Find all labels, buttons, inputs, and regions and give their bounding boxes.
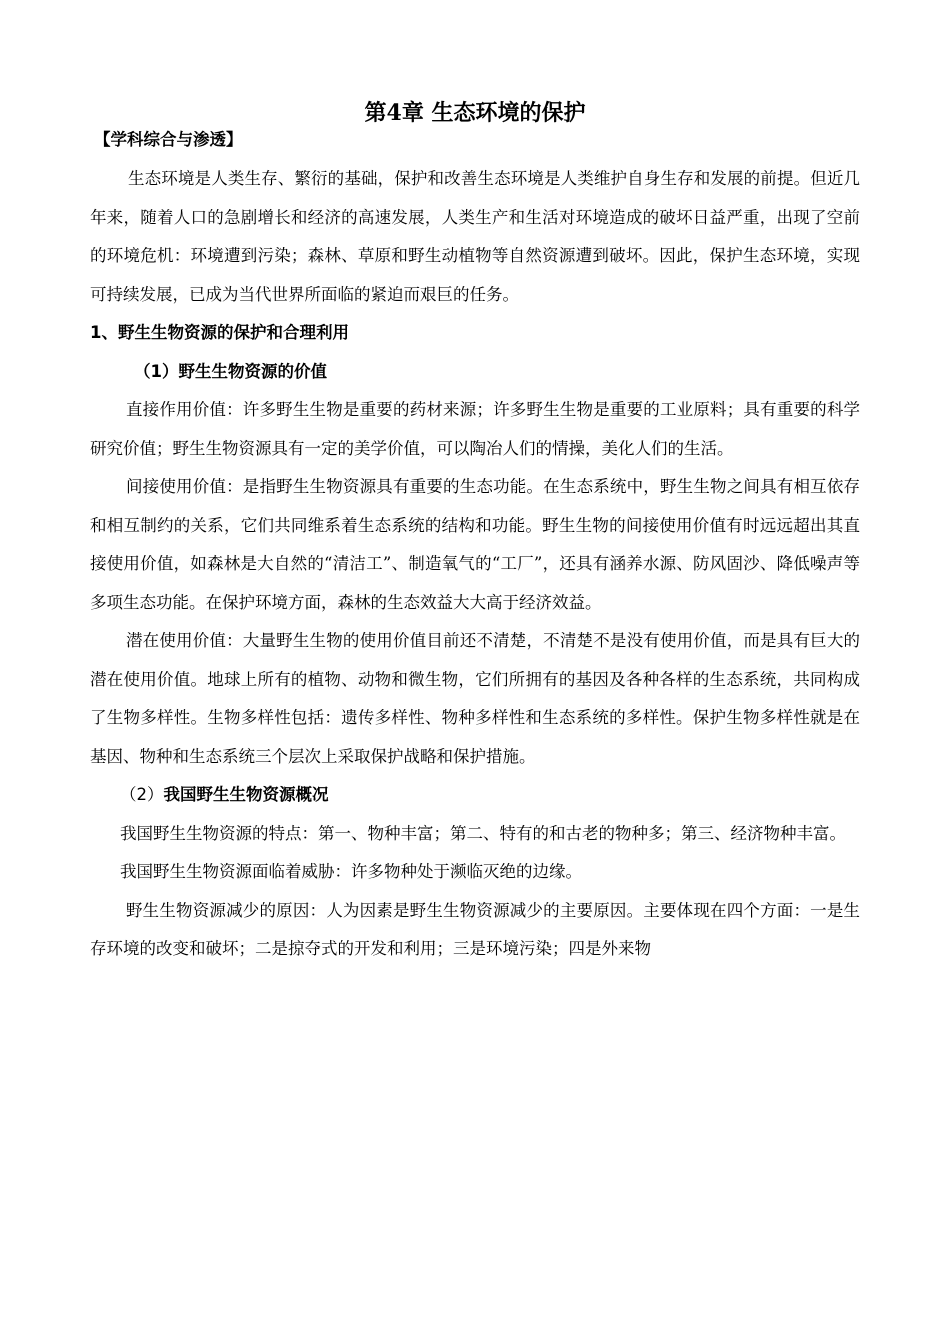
subheading-overview	[90, 776, 860, 815]
subheading-value: （1）野生生物资源的价值	[134, 361, 327, 381]
direct-value-paragraph: 直接作用价值：许多野生生物是重要的药材来源；许多野生生物是重要的工业原料；具有重要的科学研究价值；野生生物资源具有一定的美学价值，可以陶冶人们的情操，美化人们的生活。	[90, 400, 860, 458]
section-heading-1: 1、野生生物资源的保护和合理利用	[90, 323, 349, 342]
reasons-paragraph: 野生生物资源减少的原因：人为因素是野生生物资源减少的主要原因。主要体现在四个方面：一是生存环境的改变和破坏；二是掠夺式的开发和利用；三是环境污染；四是外来物	[90, 900, 860, 958]
features-paragraph: 我国野生生物资源的特点：第一、物种丰富；第二、特有的和古老的物种多；第三、经济物种丰富。	[120, 823, 846, 843]
potential-value-paragraph: 潜在使用价值：大量野生生物的使用价值目前还不清楚，不清楚不是没有使用价值，而是具有巨大的潜在使用价值。地球上所有的植物、动物和微生物，它们所拥有的基因及各种各样的生态系统，共同构成了生物多样性。生物多样性包括：遗传多样性、物种多样性和生态系统的多样性。保护生物多样性就是在基因、物种和生态系统三个层次上采取保护战略和保护措施。	[90, 631, 860, 766]
document-body	[90, 160, 860, 969]
intro-paragraph: 生态环境是人类生存、繁衍的基础，保护和改善生态环境是人类维护自身生存和发展的前提。但近几年来，随着人口的急剧增长和经济的高速发展，人类生产和生活对环境造成的破坏日益严重，出现了空前的环境危机：环境遭到污染；森林、草原和野生动植物等自然资源遭到破坏。因此，保护生态环境，实现可持续发展，已成为当代世界所面临的紧迫而艰巨的任务。	[90, 169, 860, 304]
section-tag: 【学科综合与渗透】	[94, 130, 243, 149]
threats-paragraph: 我国野生生物资源面临着威胁：许多物种处于濒临灭绝的边缘。	[120, 862, 582, 881]
indirect-value-paragraph: 间接使用价值：是指野生生物资源具有重要的生态功能。在生态系统中，野生生物之间具有相互依存和相互制约的关系，它们共同维系着生态系统的结构和功能。野生生物的间接使用价值有时远远超出其直接使用价值，如森林是大自然的“清洁工”、制造氧气的“工厂”，还具有涵养水源、防风固沙、降低噪声等多项生态功能。在保护环境方面，森林的生态效益大大高于经济效益。	[90, 477, 860, 612]
subheading-overview-text: 我国野生生物资源概况	[163, 785, 329, 804]
chapter-title: 第4章 生态环境的保护	[364, 100, 586, 126]
subheading-overview-number: （2）	[120, 785, 164, 804]
